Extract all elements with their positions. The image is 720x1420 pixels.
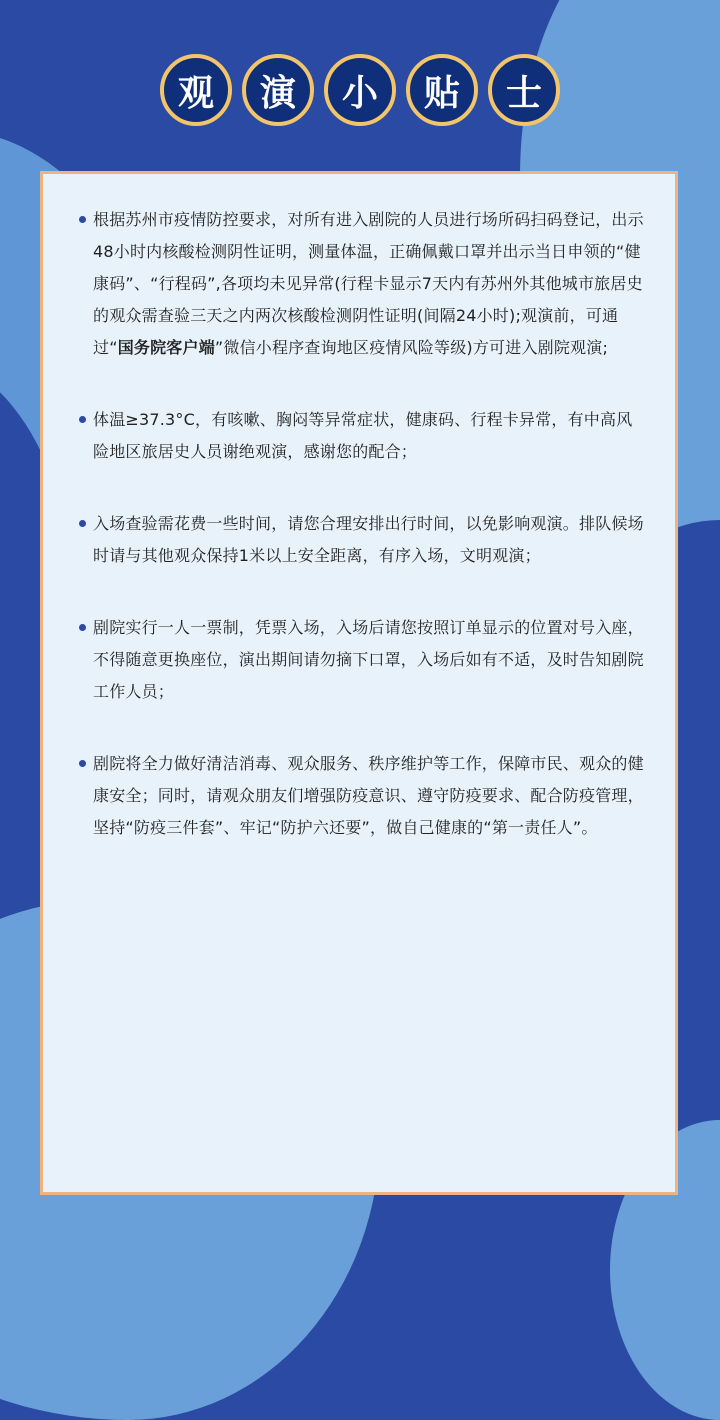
title-char: 演 — [242, 54, 314, 126]
page-title — [0, 54, 720, 126]
title-char: 小 — [324, 54, 396, 126]
bullet-icon — [79, 416, 86, 423]
notice-text: 剧院将全力做好清洁消毒、观众服务、秩序维护等工作，保障市民、观众的健康安全；同时，请观众朋友们增强防疫意识、遵守防疫要求、配合防疫管理，坚持“防疫三件套”、牢记“防护六还要”，做自己健康的“第一责任人”。 — [93, 754, 644, 837]
notice-item — [79, 404, 645, 468]
notice-emphasis: 国务院客户端 — [117, 338, 215, 357]
title-char: 贴 — [406, 54, 478, 126]
notice-text: 体温≥37.3°C，有咳嗽、胸闷等异常症状，健康码、行程卡异常，有中高风险地区旅居史人员谢绝观演，感谢您的配合； — [93, 410, 633, 461]
notice-list — [79, 204, 645, 884]
notice-text: 剧院实行一人一票制，凭票入场，入场后请您按照订单显示的位置对号入座，不得随意更换座位，演出期间请勿摘下口罩，入场后如有不适，及时告知剧院工作人员； — [93, 618, 644, 701]
title-char: 士 — [488, 54, 560, 126]
notice-text: ”微信小程序查询地区疫情风险等级)方可进入剧院观演; — [214, 338, 609, 357]
notice-text: 根据苏州市疫情防控要求，对所有进入剧院的人员进行场所码扫码登记，出示48小时内核酸检测阴性证明，测量体温，正确佩戴口罩并出示当日申领的“健康码”、“行程码”,各项均未见异常(行程卡显示7天内有苏州外其他城市旅居史的观众需查验三天之内两次核酸检测阴性证明(间隔24小时);观演前，可通过“ — [93, 210, 644, 357]
notice-card — [40, 171, 678, 1195]
bullet-icon — [79, 624, 86, 631]
bullet-icon — [79, 520, 86, 527]
notice-text: 入场查验需花费一些时间，请您合理安排出行时间，以免影响观演。排队候场时请与其他观众保持1米以上安全距离，有序入场，文明观演； — [93, 514, 644, 565]
notice-item — [79, 748, 645, 844]
title-char: 观 — [160, 54, 232, 126]
notice-item — [79, 508, 645, 572]
bullet-icon — [79, 760, 86, 767]
notice-item — [79, 612, 645, 708]
bullet-icon — [79, 216, 86, 223]
notice-item — [79, 204, 645, 364]
